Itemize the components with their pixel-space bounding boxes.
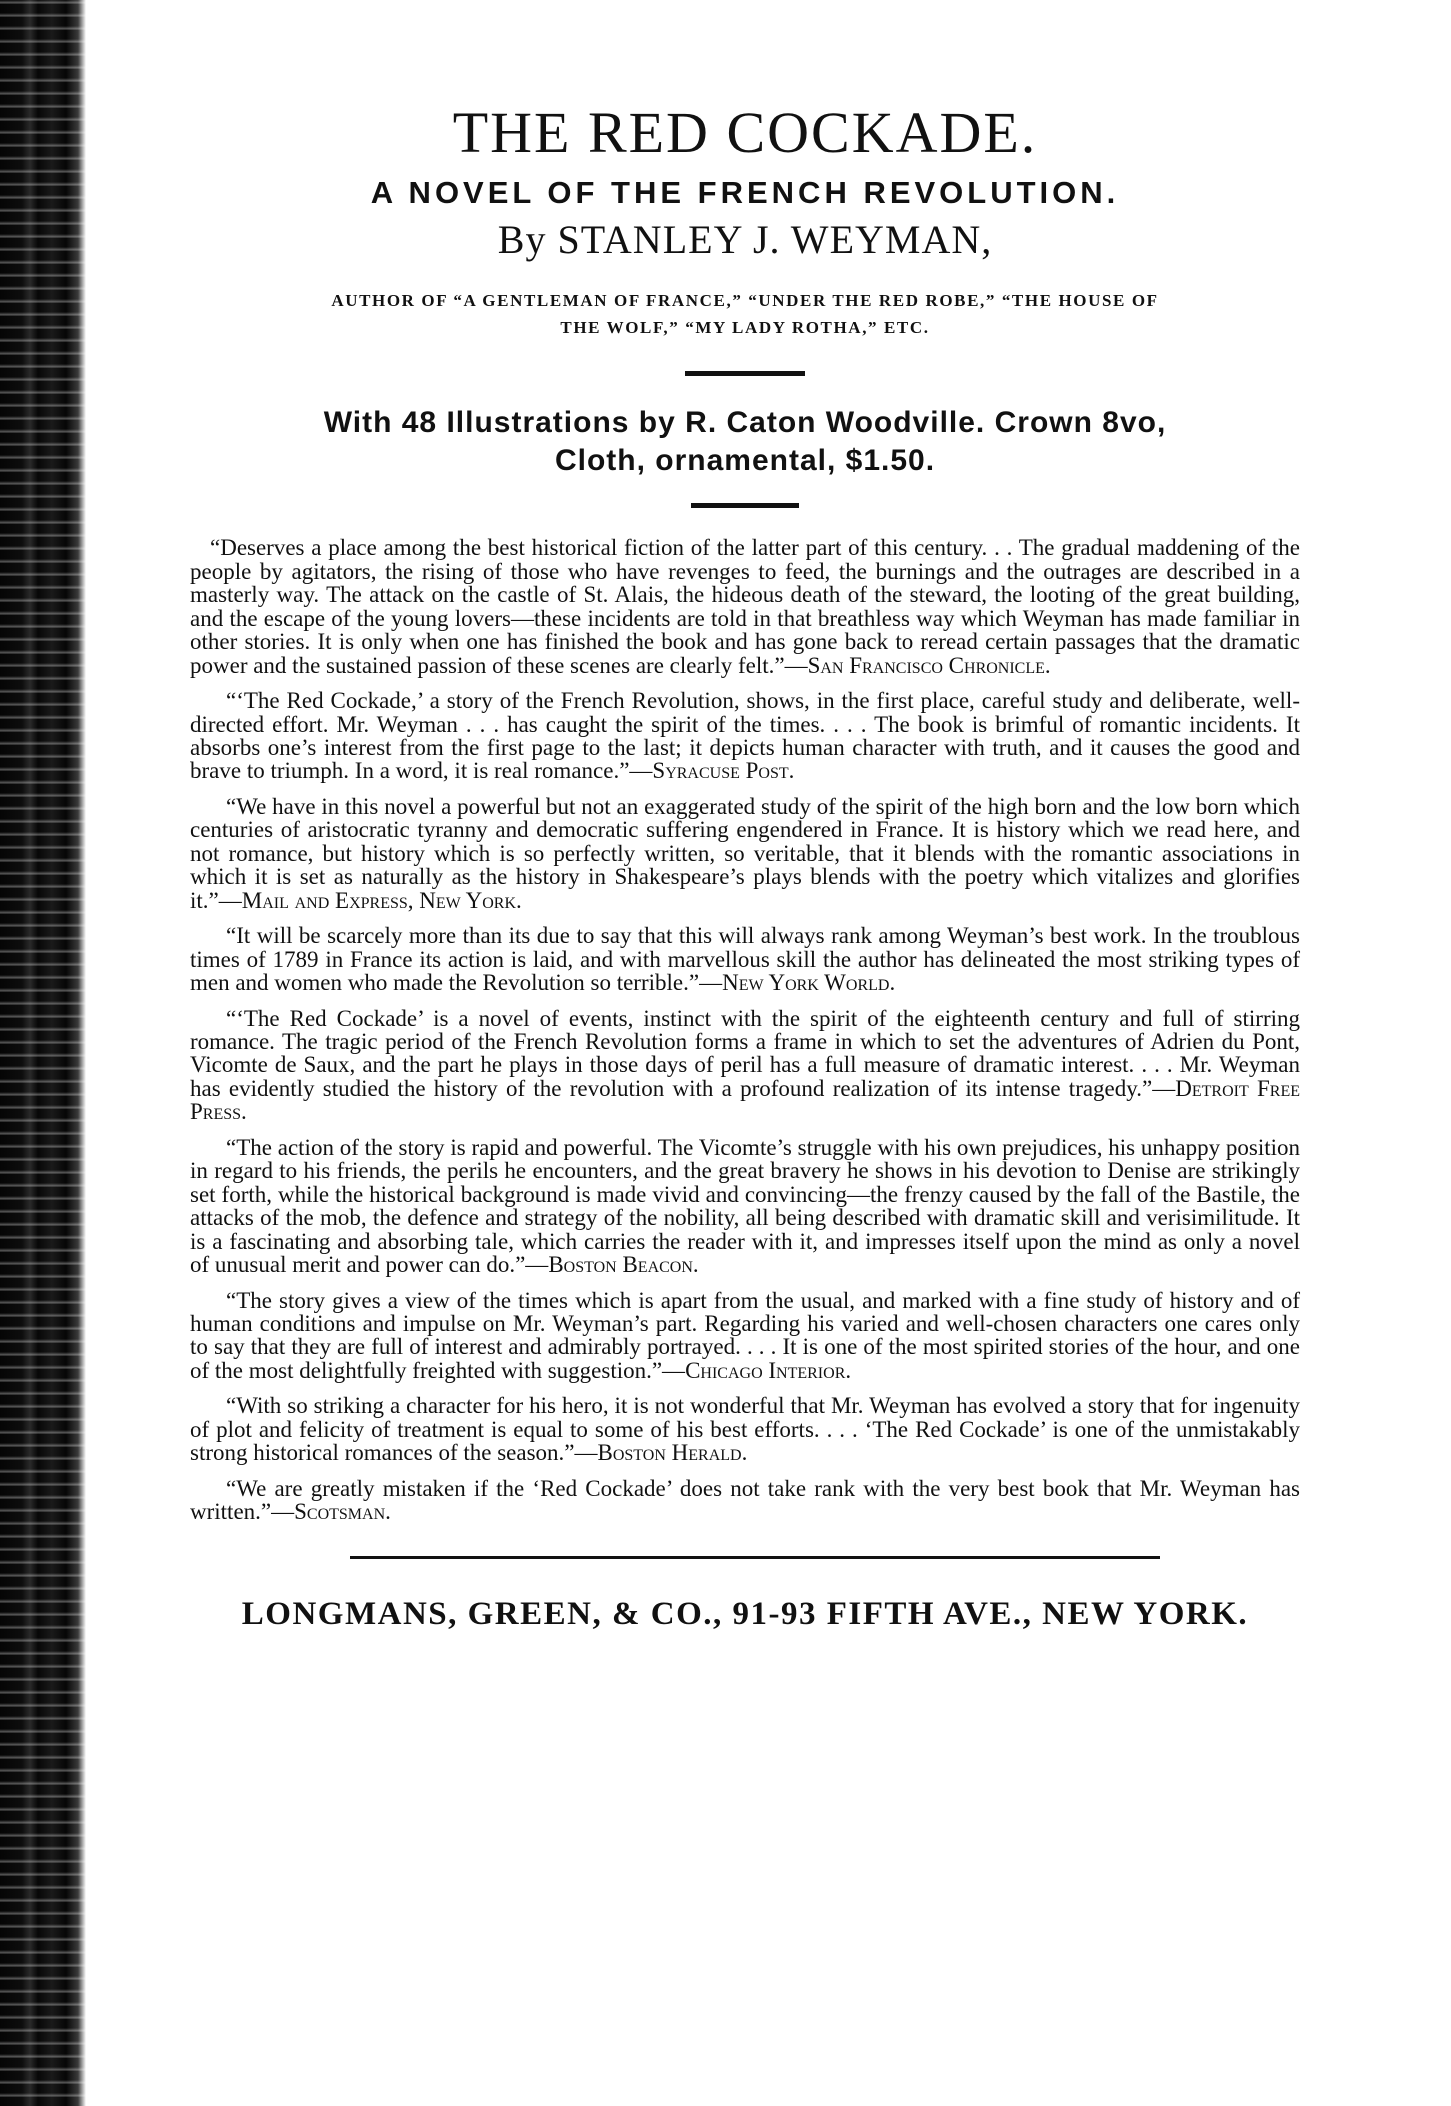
author-works-line-1: AUTHOR OF “A GENTLEMAN OF FRANCE,” “UNDER THE RED ROBE,” “THE HOUSE OF xyxy=(331,290,1159,310)
review-text: “It will be scarcely more than its due to say that this will always rank among Weyman’s best work. In the troublous times of 1789 in France its action is laid, and with marvellous skill the author has delineated the most striking types of men and women who made the Revolution so terrible.”— xyxy=(190,923,1300,996)
review-text: “We are greatly mistaken if the ‘Red Cockade’ does not take rank with the very best book that Mr. Weyman has written.”— xyxy=(190,1475,1300,1525)
review-quote xyxy=(190,1289,1300,1383)
book-subtitle: A NOVEL OF THE FRENCH REVOLUTION. xyxy=(370,174,1120,210)
publisher-imprint: LONGMANS, GREEN, & CO., 91-93 FIFTH AVE., NEW YORK. xyxy=(241,1595,1249,1632)
review-quote xyxy=(190,1136,1300,1277)
review-quote xyxy=(190,1394,1300,1464)
book-title: THE RED COCKADE. xyxy=(452,100,1038,165)
book-binding-edge xyxy=(0,0,86,2106)
review-quote xyxy=(190,1007,1300,1124)
divider-rule xyxy=(685,371,805,376)
review-text: “The story gives a view of the times which is apart from the usual, and marked with a fine study of history and of human conditions and impulse on Mr. Weyman’s part. Regarding his varied and well-chosen characters one cares only to say that they are full of interest and admirably portrayed. . . . It is one of the most spirited stories of the hour, and one of the most delightfully freighted with suggestion.”— xyxy=(190,1287,1300,1383)
review-source: Boston Herald. xyxy=(597,1440,748,1466)
press-reviews xyxy=(190,536,1300,1523)
review-text: “Deserves a place among the best historical fiction of the latter part of this century. . . The gradual maddening of the people by agitators, the rising of those who have revenges to feed, the burnings and the outrages are described in a masterly way. The attack on the castle of St. Alais, the hideous death of the steward, the looting of the great building, and the escape of the young lovers—these incidents are told in that breathless way which Weyman has made familiar in other stories. It is only when one has finished the book and has gone back to reread certain passages that the dramatic power and the sustained passion of these scenes are clearly felt.”— xyxy=(190,535,1300,678)
review-quote xyxy=(190,689,1300,783)
footer-rule xyxy=(350,1556,1160,1559)
review-source: San Francisco Chronicle. xyxy=(807,652,1051,678)
review-text: “‘The Red Cockade’ is a novel of events, instinct with the spirit of the eighteenth century and full of stirring romance. The tragic period of the French Revolution forms a frame in which to set the adventures of Adrien du Pont, Vicomte de Saux, and the part he plays in those days of peril has a full measure of dramatic interest. . . . Mr. Weyman has evidently studied the history of the revolution with a profound realization of its intense tragedy.”— xyxy=(190,1005,1300,1101)
review-text: “We have in this novel a powerful but not an exaggerated study of the spirit of the high born and the low born which centuries of aristocratic tyranny and democratic suffering engendered in France. It is history which we read here, and not romance, but history which is so perfectly written, so veritable, that it blends with the romantic associations in which it is set as naturally as the history in Shakespeare’s plays blends with the poetry which vitalizes and glorifies it.”— xyxy=(190,793,1300,913)
review-text: “‘The Red Cockade,’ a story of the French Revolution, shows, in the first place, careful study and deliberate, well-directed effort. Mr. Weyman . . . has caught the spirit of the times. . . . The book is brimful of romantic incidents. It absorbs one’s interest from the first page to the last; it depicts human character with truth, and it causes the good and brave to triumph. In a word, it is real romance.”— xyxy=(190,688,1300,784)
footer-section xyxy=(190,1556,1300,1635)
review-source: Syracuse Post. xyxy=(652,758,795,784)
review-source: Detroit Free Press. xyxy=(190,1075,1300,1125)
divider-rule xyxy=(691,503,799,508)
author-works-line-2: THE WOLF,” “MY LADY ROTHA,” ETC. xyxy=(560,318,930,338)
review-quote xyxy=(190,924,1300,994)
review-quote xyxy=(190,536,1300,677)
review-source: Mail and Express, New York. xyxy=(241,887,522,913)
review-quote xyxy=(190,1477,1300,1524)
review-source: Boston Beacon. xyxy=(548,1252,699,1278)
author-byline: By STANLEY J. WEYMAN, xyxy=(497,216,993,262)
review-source: Chicago Interior. xyxy=(685,1357,852,1383)
edition-details-line-2: Cloth, ornamental, $1.50. xyxy=(554,443,936,477)
review-source: New York World. xyxy=(722,970,896,996)
advertisement-page xyxy=(190,100,1300,1634)
review-source: Scotsman. xyxy=(294,1499,391,1525)
edition-details-line-1: With 48 Illustrations by R. Caton Woodville. Crown 8vo, xyxy=(323,406,1167,440)
review-text: “The action of the story is rapid and powerful. The Vicomte’s struggle with his own prejudices, his unhappy position in regard to his friends, the perils he encounters, and the great bravery he shows in his devotion to Denise are strikingly set forth, while the historical background is made vivid and convincing—the frenzy caused by the fall of the Bastile, the attacks of the mob, the defence and strategy of the nobility, all being described with dramatic skill and verisimilitude. It is a fascinating and absorbing tale, which carries the reader with it, and impresses itself upon the mind as only a novel of unusual merit and power can do.”— xyxy=(190,1134,1300,1278)
review-quote xyxy=(190,795,1300,912)
review-text: “With so striking a character for his hero, it is not wonderful that Mr. Weyman has evolved a story that for ingenuity of plot and felicity of treatment is equal to some of his best efforts. . . . ‘The Red Cockade’ is one of the unmistakably strong historical romances of the season.”— xyxy=(190,1393,1300,1466)
